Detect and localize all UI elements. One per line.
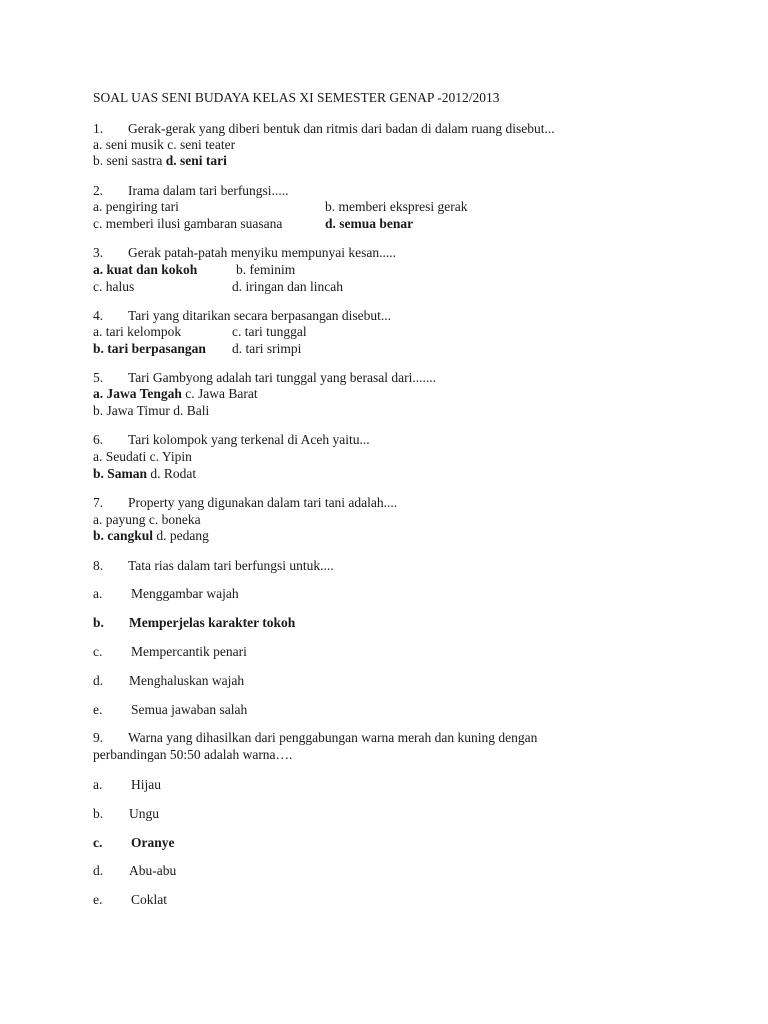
q9-number: 9.: [93, 730, 104, 745]
q9-option-e-text: Coklat: [131, 892, 167, 907]
q4-option-b: b. tari berpasangan: [93, 341, 206, 356]
q4-option-c: c. tari tunggal: [232, 324, 307, 339]
q7-option-a: a. payung: [93, 512, 146, 527]
q9-text-line2: perbandingan 50:50 adalah warna….: [93, 747, 293, 762]
q5-line1: [93, 386, 258, 402]
q7-option-d: d. pedang: [156, 528, 209, 543]
q7-option-c: c. boneka: [148, 512, 201, 527]
q9-option-e-letter: e.: [93, 892, 103, 907]
q1-option-c: c. seni teater: [167, 137, 236, 152]
q5-option-a: a. Jawa Tengah: [93, 386, 182, 401]
q2-option-c: c. memberi ilusi gambaran suasana: [93, 216, 283, 231]
q1-number: 1.: [93, 121, 104, 136]
q2-option-b: b. memberi ekspresi gerak: [325, 199, 468, 214]
q8-option-e-letter: e.: [93, 702, 103, 717]
q5-option-c: c. Jawa Barat: [185, 386, 258, 401]
q9-option-c-letter: c.: [93, 835, 103, 850]
q6-line2: [93, 466, 196, 482]
q6-option-b: b. Saman: [93, 466, 148, 481]
q8-option-c-text: Mempercantik penari: [131, 644, 247, 659]
q3-option-b: b. feminim: [236, 262, 296, 277]
q2-number: 2.: [93, 183, 104, 198]
q3-option-d: d. iringan dan lincah: [232, 279, 343, 294]
q2-text: Irama dalam tari berfungsi.....: [128, 183, 289, 198]
q1-text: Gerak-gerak yang diberi bentuk dan ritmis dari badan di dalam ruang disebut...: [128, 121, 555, 136]
q1-line1: [93, 137, 235, 153]
q6-text: Tari kolompok yang terkenal di Aceh yaitu...: [128, 432, 370, 447]
q1-option-d: d. seni tari: [165, 153, 227, 168]
q9-option-b-letter: b.: [93, 806, 104, 821]
q5-text: Tari Gambyong adalah tari tunggal yang berasal dari.......: [128, 370, 436, 385]
q8-option-d-text: Menghaluskan wajah: [129, 673, 245, 688]
q9-option-d-letter: d.: [93, 863, 104, 878]
q6-option-d: d. Rodat: [150, 466, 197, 481]
q3-option-a: a. kuat dan kokoh: [93, 262, 198, 277]
q8-option-c-letter: c.: [93, 644, 103, 659]
q3-number: 3.: [93, 245, 104, 260]
q9-text-line1: Warna yang dihasilkan dari penggabungan warna merah dan kuning dengan: [128, 730, 538, 745]
q8-option-d-letter: d.: [93, 673, 104, 688]
q5-line2: [93, 403, 209, 419]
q9-option-a-text: Hijau: [131, 777, 161, 792]
page-title: SOAL UAS SENI BUDAYA KELAS XI SEMESTER GENAP -2012/2013: [93, 90, 500, 105]
q9-option-c-text: Oranye: [131, 835, 175, 850]
q5-number: 5.: [93, 370, 104, 385]
q5-option-b: b. Jawa Timur: [93, 403, 170, 418]
q6-line1: [93, 449, 192, 465]
q7-number: 7.: [93, 495, 104, 510]
q1-option-b: b. seni sastra: [93, 153, 163, 168]
q1-line2: [93, 153, 227, 169]
q9-option-d-text: Abu-abu: [129, 863, 177, 878]
q7-text: Property yang digunakan dalam tari tani adalah....: [128, 495, 398, 510]
q7-line1: [93, 512, 201, 528]
q1-option-a: a. seni musik: [93, 137, 164, 152]
q8-number: 8.: [93, 558, 104, 573]
q7-option-b: b. cangkul: [93, 528, 154, 543]
q4-number: 4.: [93, 308, 104, 323]
q6-option-c: c. Yipin: [149, 449, 192, 464]
q8-option-e-text: Semua jawaban salah: [131, 702, 248, 717]
q6-number: 6.: [93, 432, 104, 447]
q8-option-b-letter: b.: [93, 615, 104, 630]
q7-line2: [93, 528, 209, 544]
q4-option-d: d. tari srimpi: [232, 341, 302, 356]
q8-text: Tata rias dalam tari berfungsi untuk....: [128, 558, 334, 573]
q3-option-c: c. halus: [93, 279, 135, 294]
q3-text: Gerak patah-patah menyiku mempunyai kesan.....: [128, 245, 397, 260]
q9-option-b-text: Ungu: [129, 806, 159, 821]
q9-option-a-letter: a.: [93, 777, 103, 792]
q8-option-a-text: Menggambar wajah: [131, 586, 239, 601]
q2-option-a: a. pengiring tari: [93, 199, 179, 214]
q8-option-a-letter: a.: [93, 586, 103, 601]
q2-option-d: d. semua benar: [325, 216, 414, 231]
q4-text: Tari yang ditarikan secara berpasangan disebut...: [128, 308, 391, 323]
q5-option-d: d. Bali: [173, 403, 210, 418]
q6-option-a: a. Seudati: [93, 449, 147, 464]
q8-option-b-text: Memperjelas karakter tokoh: [129, 615, 296, 630]
q4-option-a: a. tari kelompok: [93, 324, 182, 339]
